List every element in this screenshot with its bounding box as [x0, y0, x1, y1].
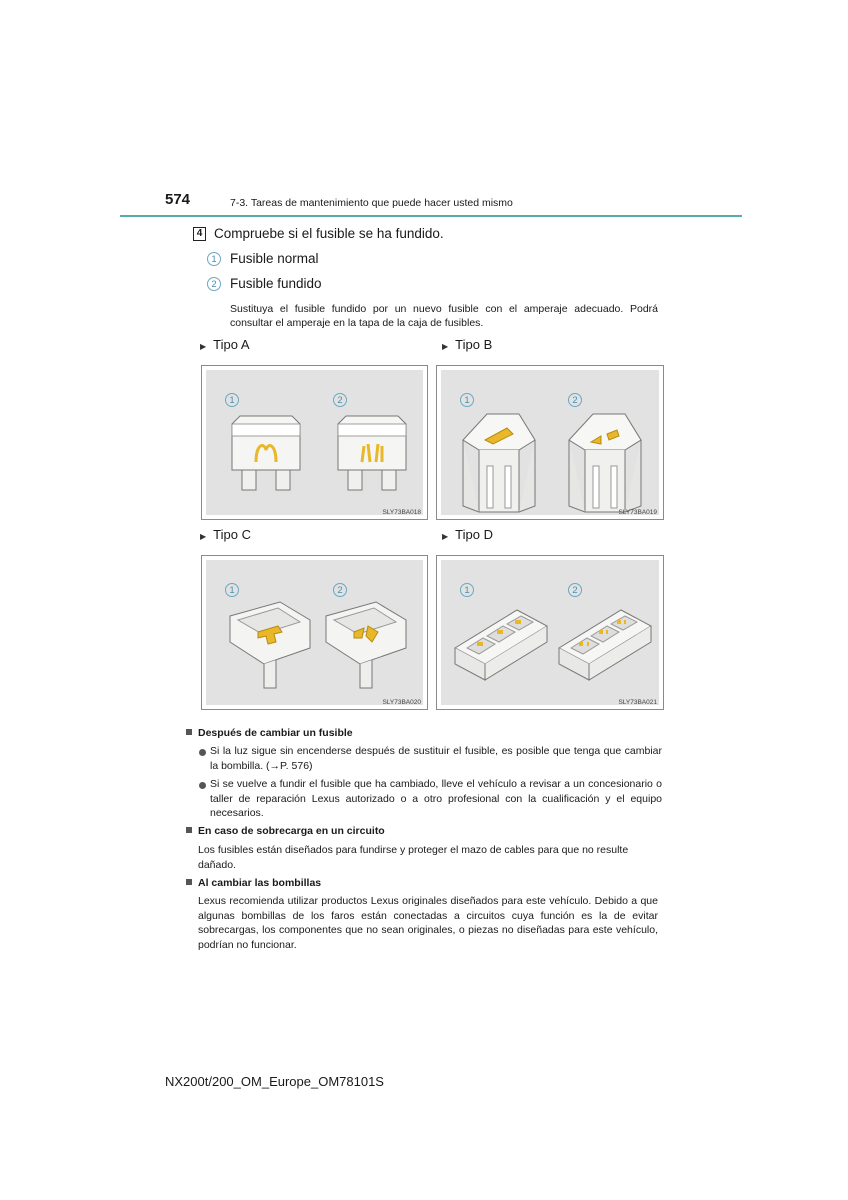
- figure-label-a: ▶ Tipo A: [200, 337, 250, 352]
- marker-1: 1: [225, 393, 239, 407]
- square-bullet-icon: [186, 879, 192, 885]
- bullet-icon: [199, 749, 206, 756]
- bullet-text: Si la luz sigue sin encenderse después de sustituir el fusible, es posible que tenga que cambiar la bombilla. (→P. 576): [210, 745, 662, 772]
- header-rule: [120, 215, 742, 217]
- item-blown-fuse: Fusible fundido: [230, 276, 322, 291]
- section-heading-overload: En caso de sobrecarga en un circuito: [186, 825, 385, 837]
- step-instruction: Compruebe si el fusible se ha fundido.: [214, 226, 444, 241]
- figure-panel-d: [436, 555, 664, 710]
- triangle-icon: ▶: [200, 342, 207, 351]
- figure-panel-a: [201, 365, 428, 520]
- section-heading-after-fuse: Después de cambiar un fusible: [186, 727, 353, 739]
- replacement-note: Sustituya el fusible fundido por un nuevo fusible con el amperaje adecuado. Podrá consultar el amperaje en la tapa de la caja de fusibles.: [230, 303, 658, 329]
- bullet-text: Si se vuelve a fundir el fusible que ha cambiado, lleve el vehículo a revisar a un concesionario o taller de reparación Lexus autorizado o a otro profesional con la cualificación y el equipo necesarios.: [210, 778, 662, 819]
- overload-text: Los fusibles están diseñados para fundirse y proteger el mazo de cables para que no resulte dañado.: [198, 844, 629, 871]
- marker-1: 1: [207, 252, 221, 266]
- step-number: 4: [193, 227, 206, 241]
- fuse-illustration-type-c: [202, 556, 429, 711]
- figure-label-d: ▶ Tipo D: [442, 527, 493, 542]
- page-number: 574: [165, 191, 191, 208]
- triangle-icon: ▶: [442, 342, 449, 351]
- figure-label-c: ▶ Tipo C: [200, 527, 251, 542]
- marker-2: 2: [568, 393, 582, 407]
- figure-panel-c: [201, 555, 428, 710]
- triangle-icon: ▶: [200, 532, 207, 541]
- document-code: NX200t/200_OM_Europe_OM78101S: [165, 1074, 384, 1089]
- bulbs-text: Lexus recomienda utilizar productos Lexus originales diseñados para este vehículo. Debido a que algunas bombillas de los faros están conectadas a circuitos cuya función es la de evitar sobrecargas, los componentes que no sean originales, o piezas no diseñadas para este vehículo, podrían no funcionar.: [198, 895, 658, 951]
- square-bullet-icon: [186, 827, 192, 833]
- bullet-icon: [199, 782, 206, 789]
- figure-code: SLY73BA019: [618, 509, 657, 516]
- section-heading-bulbs: Al cambiar las bombillas: [186, 877, 321, 889]
- fuse-illustration-type-d: [437, 556, 665, 711]
- marker-2: 2: [568, 583, 582, 597]
- item-normal-fuse: Fusible normal: [230, 251, 319, 266]
- figure-code: SLY73BA018: [382, 509, 421, 516]
- figure-label-b: ▶ Tipo B: [442, 337, 493, 352]
- marker-2: 2: [333, 393, 347, 407]
- triangle-icon: ▶: [442, 532, 449, 541]
- marker-1: 1: [460, 393, 474, 407]
- square-bullet-icon: [186, 729, 192, 735]
- marker-1: 1: [460, 583, 474, 597]
- marker-1: 1: [225, 583, 239, 597]
- section-title: 7-3. Tareas de mantenimiento que puede hacer usted mismo: [230, 197, 513, 209]
- figure-code: SLY73BA020: [382, 699, 421, 706]
- figure-code: SLY73BA021: [618, 699, 657, 706]
- marker-2: 2: [333, 583, 347, 597]
- marker-2: 2: [207, 277, 221, 291]
- figure-panel-b: [436, 365, 664, 520]
- fuse-illustration-type-a: [202, 366, 429, 521]
- fuse-illustration-type-b: [437, 366, 665, 521]
